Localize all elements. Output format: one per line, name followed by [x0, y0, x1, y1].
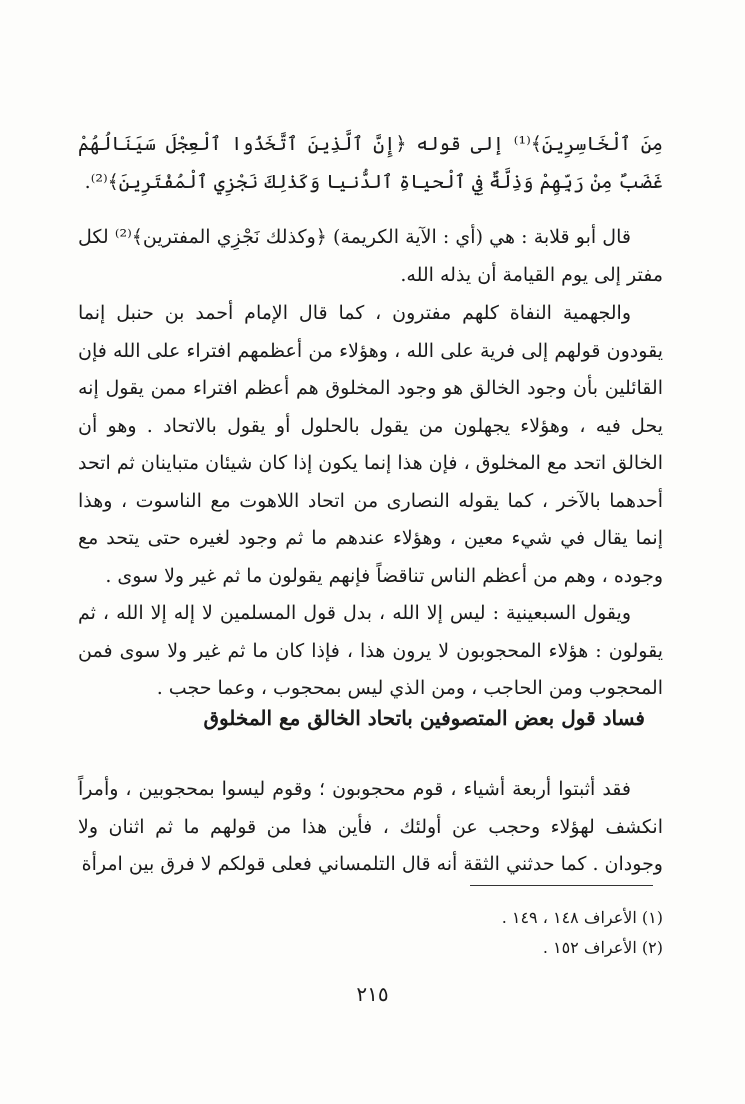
paragraph-jahmiyya: والجهمية النفاة كلهم مفترون ، كما قال الإمام أحمد بن حنبل إنما يقودون قولهم إلى فرية على الله ، وهؤلاء من أعظمهم افتراء على الله فإن القائلين بأن وجود الخالق هو وجود المخلوق هم أعظم افتراء ممن يقول إنه يحل فيه ، وهؤلاء يجهلون من يقول بالحلول أو يقول بالاتحاد . وهو أن الخالق اتحد مع المخلوق ، فإن هذا إنما يكون إذا كان شيئان متباينان ثم اتحد أحدهما بالآخر ، كما يقوله النصارى من اتحاد اللاهوت مع الناسوت ، وهذا إنما يقال في شيء معين ، وهؤلاء عندهم ما ثم وجود لغيره حتى يتحد مع وجوده ، وهم من أعظم الناس تناقضاً فإنهم يقولون ما ثم غير ولا سوى .	[78, 302, 663, 587]
footnotes	[78, 903, 663, 963]
paragraph-four-things: فقد أثبتوا أربعة أشياء ، قوم محجوبون ؛ وقوم ليسوا بمحجوبين ، وأمراً انكشف لهؤلاء وحجب عن أولئك ، فأين هذا من قولهم ما ثم اثنان ولا وجودان . كما حدثني الثقة أنه قال التلمساني فعلى قولكم لا فرق بين امرأة	[78, 778, 663, 875]
footnote-divider	[470, 885, 653, 886]
paragraph-sabiniyya: ويقول السبعينية : ليس إلا الله ، بدل قول المسلمين لا إله إلا الله ، ثم يقولون : هؤلاء المحجوبون لا يرون هذا ، فإذا كان ما ثم غير ولا سوى فمن المحجوب ومن الحاجب ، ومن الذي ليس بمحجوب ، وعما حجب .	[78, 602, 663, 699]
paragraph-quran-quote: مِنَ ٱلْخَاسِرِينَ﴾⁽¹⁾ إلى قوله ﴿إِنَّ ٱلَّذِينَ ٱتَّخَذُوا ٱلْعِجْلَ سَيَنَالُهُمْ غَضَبٌ مِنْ رَبِّهِمْ وَذِلَّةٌ فِي ٱلْحياةِ ٱلدُّنيا وَكَذٰلِكَ نَجْزِي ٱلْمُفْتَرِينَ﴾⁽²⁾.	[78, 133, 663, 193]
paragraph-abu-qilaba: قال أبو قلابة : هي (أي : الآية الكريمة) ﴿وكذلك نَجْزِي المفترين﴾⁽²⁾ لكل مفتر إلى يوم القيامة أن يذله الله.	[78, 226, 663, 286]
footnote-2: (٢) الأعراف ١٥٢ .	[542, 938, 663, 957]
footnote-1: (١) الأعراف ١٤٨ ، ١٤٩ .	[501, 908, 663, 927]
section-heading: فساد قول بعض المتصوفين باتحاد الخالق مع المخلوق	[203, 706, 645, 730]
page-number: ٢١٥	[356, 982, 389, 1006]
